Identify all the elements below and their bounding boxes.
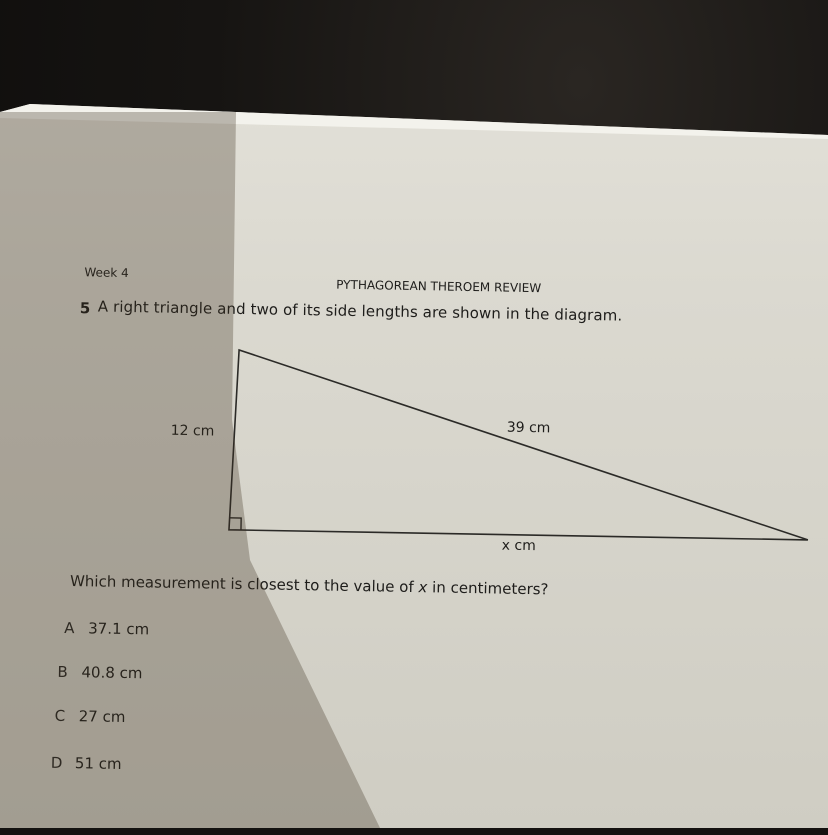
base-length-label: x cm — [501, 537, 536, 555]
question-number: 5 — [79, 299, 91, 318]
worksheet-title: PYTHAGOREAN THEROEM REVIEW — [336, 277, 542, 296]
option-value: 27 cm — [78, 707, 126, 727]
leg-length-label: 12 cm — [170, 422, 215, 440]
prompt-variable: x — [418, 578, 428, 597]
prompt-text-before: Which measurement is closest to the value of — [69, 572, 419, 597]
hypotenuse-length-label: 39 cm — [506, 419, 551, 437]
triangle-outline — [229, 350, 811, 540]
option-value: 51 cm — [74, 754, 122, 773]
week-label: Week 4 — [84, 265, 129, 281]
option-letter: A — [64, 618, 75, 638]
prompt-text-after: in centimeters? — [427, 578, 549, 599]
option-value: 40.8 cm — [81, 663, 143, 683]
question-text: A right triangle and two of its side lengths are shown in the diagram. — [97, 297, 623, 325]
option-value: 37.1 cm — [88, 619, 150, 639]
option-letter: B — [57, 662, 68, 682]
option-letter: C — [54, 706, 66, 725]
right-triangle-diagram — [156, 346, 828, 568]
option-letter: D — [50, 753, 63, 772]
